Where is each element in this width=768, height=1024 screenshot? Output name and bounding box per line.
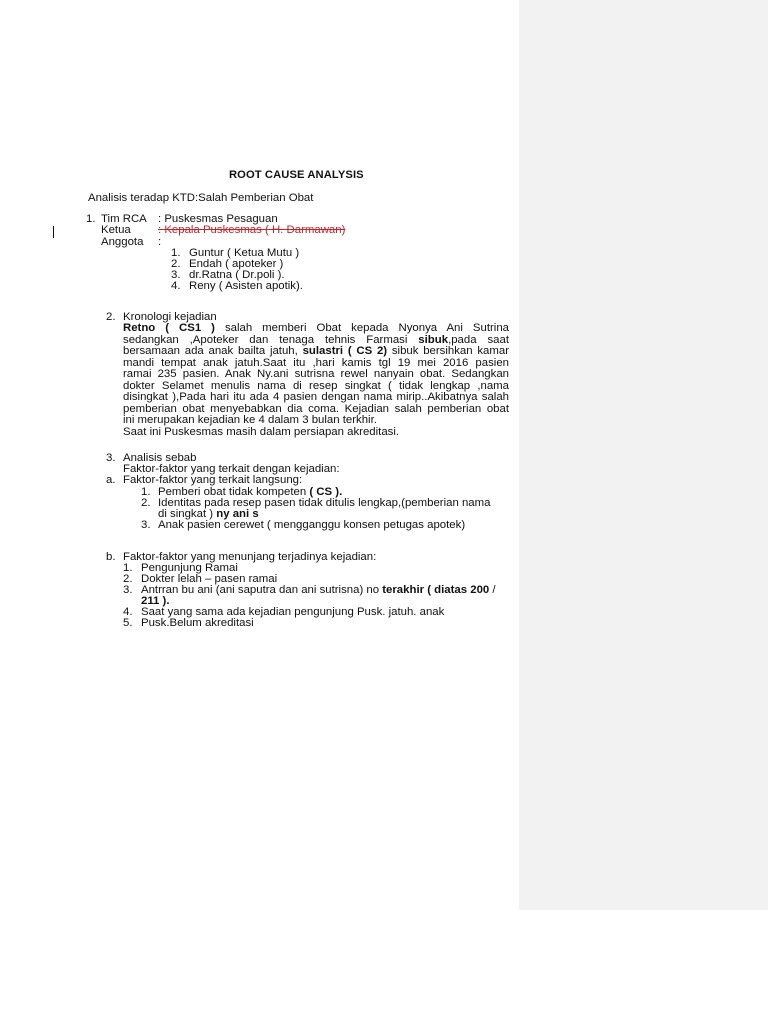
chronology-line: sedangkan ,Apoteker dan tenaga tehnis Farmasi sibuk,pada saat — [123, 334, 509, 346]
subsection-b-label: b. — [106, 551, 116, 563]
chronology-line: dokter Selamet menulis nama di resep singkat ( tidak lengkap ,nama — [123, 380, 509, 392]
list-number: 2. — [123, 573, 133, 585]
chronology-line: disingkat ),Pada hari itu ada 4 pasien dengan nama mirip..Akibatnya salah — [123, 392, 509, 404]
tim-rca-label: Tim RCA — [101, 213, 147, 225]
comment-margin-pane — [519, 0, 768, 910]
subsection-a-label: a. — [106, 474, 116, 486]
list-item-continuation: 211 ). — [141, 595, 170, 607]
member-number: 1. — [171, 247, 181, 259]
subsection-a-heading: Faktor-faktor yang terkait langsung: — [123, 474, 303, 486]
ketua-value-deleted: : Kepala Puskesmas ( H. Darmawan) — [158, 224, 346, 236]
document-title: ROOT CAUSE ANALYSIS — [229, 169, 364, 181]
list-number: 3. — [123, 584, 133, 596]
chronology-line: ramai 235 pasien. Anak Ny.ani sutrisna rewel nanyain obat. Sedangkan — [123, 369, 509, 381]
section3-heading: Analisis sebab — [123, 452, 197, 464]
list-item-continuation: di singkat ) ny ani s — [158, 508, 259, 520]
section2-heading: Kronologi kejadian — [123, 311, 217, 323]
list-item: Identitas pada resep pasen tidak ditulis lengkap,(pemberian nama — [158, 497, 491, 509]
member-number: 3. — [171, 269, 181, 281]
list-number: 5. — [123, 617, 133, 629]
member-item: Endah ( apoteker ) — [189, 258, 284, 270]
list-number: 3. — [141, 519, 151, 531]
list-number: 1. — [141, 486, 151, 498]
member-item: dr.Ratna ( Dr.poli ). — [189, 269, 285, 281]
chronology-line: bersamaan ada anak bailta jatuh, sulastri ( CS 2) sibuk bersihkan kamar — [123, 346, 509, 358]
ketua-label: Ketua — [101, 224, 131, 236]
anggota-colon: : — [158, 236, 162, 248]
member-number: 2. — [171, 258, 181, 270]
chronology-line: ini merupakan kejadian ke 4 dalam 3 bulan terkhir. — [123, 415, 377, 427]
list-item: Saat yang sama ada kejadian pengunjung Pusk. jatuh. anak — [141, 606, 445, 618]
list-item: Dokter lelah – pasen ramai — [141, 573, 278, 585]
list-item: Anak pasien cerewet ( mengganggu konsen petugas apotek) — [158, 519, 466, 531]
list-item: Pusk.Belum akreditasi — [141, 617, 254, 629]
section3-intro: Faktor-faktor yang terkait dengan kejadian: — [123, 463, 340, 475]
text-cursor — [53, 226, 54, 238]
section3-number: 3. — [106, 452, 116, 464]
chronology-line: mandi tempat anak jatuh.Saat itu ,hari kamis tgl 19 mei 2016 pasien — [123, 357, 509, 369]
section1-number: 1. — [86, 213, 96, 225]
anggota-label: Anggota — [101, 236, 144, 248]
subsection-b-heading: Faktor-faktor yang menunjang terjadinya kejadian: — [123, 551, 377, 563]
member-item: Guntur ( Ketua Mutu ) — [189, 247, 300, 259]
chronology-line: Saat ini Puskesmas masih dalam persiapan akreditasi. — [123, 426, 400, 438]
list-item: Pengunjung Ramai — [141, 562, 238, 574]
document-subtitle: Analisis teradap KTD:Salah Pemberian Obat — [88, 192, 314, 204]
list-number: 4. — [123, 606, 133, 618]
list-number: 2. — [141, 497, 151, 509]
member-item: Reny ( Asisten apotik). — [189, 280, 303, 292]
list-item: Antrran bu ani (ani saputra dan ani sutrisna) no terakhir ( diatas 200 / — [141, 584, 496, 596]
section2-number: 2. — [106, 311, 116, 323]
tim-rca-value: : Puskesmas Pesaguan — [158, 213, 278, 225]
chronology-line: Retno ( CS1 ) salah memberi Obat kepada Nyonya Ani Sutrina — [123, 323, 509, 334]
list-item: Pemberi obat tidak kompeten ( CS ). — [158, 486, 343, 498]
chronology-paragraph — [123, 323, 509, 438]
member-number: 4. — [171, 280, 181, 292]
list-number: 1. — [123, 562, 133, 574]
chronology-line: pemberian obat menyebabkan dia coma. Kejadian salah pemberian obat — [123, 403, 509, 415]
